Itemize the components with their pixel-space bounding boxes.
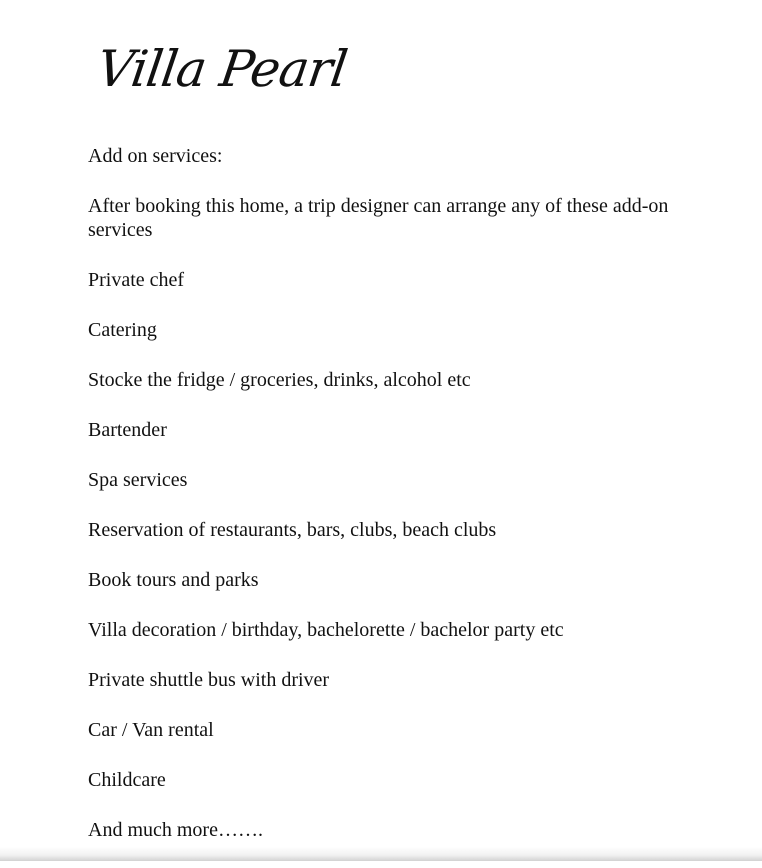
service-item: Childcare xyxy=(88,769,166,791)
service-item: Car / Van rental xyxy=(88,719,214,741)
service-item: Bartender xyxy=(88,419,167,441)
services-heading: Add on services: xyxy=(88,145,223,167)
service-item: Reservation of restaurants, bars, clubs, beach clubs xyxy=(88,519,497,541)
service-item: Private shuttle bus with driver xyxy=(88,669,330,691)
services-content xyxy=(88,144,688,868)
page-bottom-shadow xyxy=(0,847,762,861)
service-item: Private chef xyxy=(88,269,185,291)
service-item: Spa services xyxy=(88,469,188,491)
service-item: Book tours and parks xyxy=(88,569,259,591)
service-item: Villa decoration / birthday, bachelorette / bachelor party etc xyxy=(88,619,564,641)
services-description: After booking this home, a trip designer can arrange any of these add-on services xyxy=(88,195,669,241)
villa-pearl-logo: Villa Pearl xyxy=(93,40,351,98)
service-item: Stocke the fridge / groceries, drinks, alcohol etc xyxy=(88,369,471,391)
service-item: Catering xyxy=(88,319,157,341)
service-item: And much more……. xyxy=(88,819,263,841)
